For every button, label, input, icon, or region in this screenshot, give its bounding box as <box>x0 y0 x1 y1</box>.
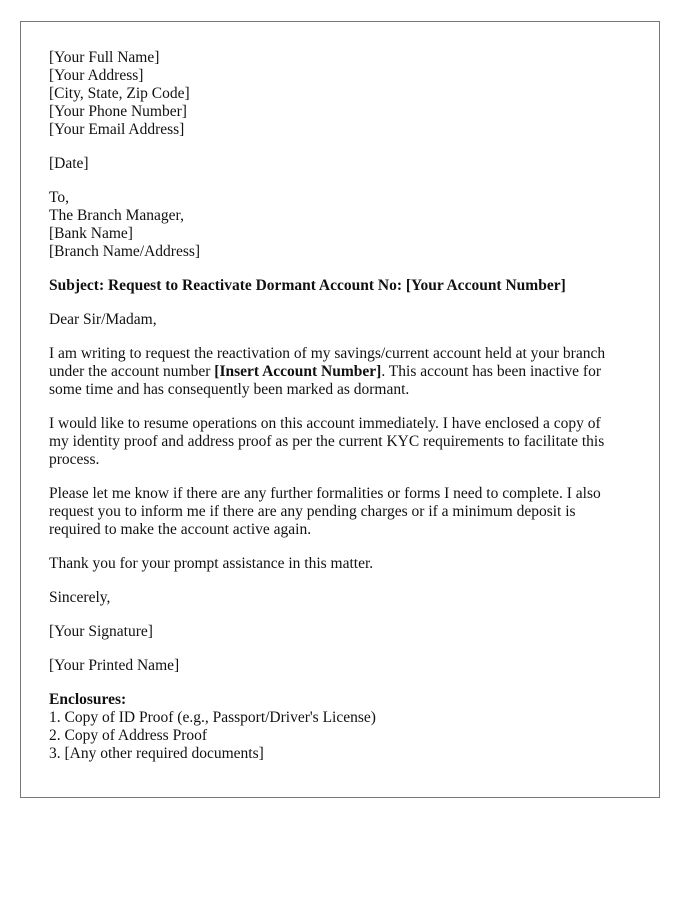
paragraph-1 <box>49 345 631 399</box>
paragraph-line: my identity proof and address proof as per the current KYC requirements to facilitate this <box>49 433 605 450</box>
salutation: Dear Sir/Madam, <box>49 311 157 328</box>
thanks-line: Thank you for your prompt assistance in this matter. <box>49 555 374 572</box>
recipient-branch: [Branch Name/Address] <box>49 243 201 260</box>
recipient-to: To, <box>49 189 70 206</box>
enclosure-item: 3. [Any other required documents] <box>49 745 264 762</box>
account-number-placeholder: [Insert Account Number] <box>214 363 382 380</box>
paragraph-line: Please let me know if there are any further formalities or forms I need to complete. I also <box>49 485 601 502</box>
paragraph-line: request you to inform me if there are any pending charges or if a minimum deposit is <box>49 503 576 520</box>
sender-email: [Your Email Address] <box>49 121 185 138</box>
text: . This account has been inactive for <box>381 363 601 380</box>
closing: Sincerely, <box>49 589 111 606</box>
subject-line: Subject: Request to Reactivate Dormant Account No: [Your Account Number] <box>49 277 566 294</box>
paragraph-3 <box>49 485 631 539</box>
printed-name: [Your Printed Name] <box>49 657 180 674</box>
enclosures <box>49 691 631 763</box>
paragraph-line: process. <box>49 451 100 468</box>
letter-page <box>20 21 660 798</box>
recipient-address <box>49 189 631 261</box>
letter-date: [Date] <box>49 155 89 172</box>
signature: [Your Signature] <box>49 623 153 640</box>
sender-phone: [Your Phone Number] <box>49 103 187 120</box>
paragraph-line <box>49 363 631 381</box>
enclosure-item: 1. Copy of ID Proof (e.g., Passport/Driver's License) <box>49 709 376 726</box>
sender-name: [Your Full Name] <box>49 49 160 66</box>
paragraph-line: required to make the account active again. <box>49 521 312 538</box>
recipient-title: The Branch Manager, <box>49 207 184 224</box>
paragraph-2 <box>49 415 631 469</box>
text: under the account number <box>49 363 215 380</box>
enclosure-item: 2. Copy of Address Proof <box>49 727 208 744</box>
paragraph-line: some time and has consequently been marked as dormant. <box>49 381 410 398</box>
paragraph-line: I am writing to request the reactivation of my savings/current account held at your branch <box>49 345 606 362</box>
sender-address <box>49 49 631 139</box>
recipient-bank: [Bank Name] <box>49 225 133 242</box>
paragraph-line: I would like to resume operations on this account immediately. I have enclosed a copy of <box>49 415 601 432</box>
enclosures-heading: Enclosures: <box>49 691 127 708</box>
sender-address-line: [Your Address] <box>49 67 144 84</box>
sender-city: [City, State, Zip Code] <box>49 85 190 102</box>
